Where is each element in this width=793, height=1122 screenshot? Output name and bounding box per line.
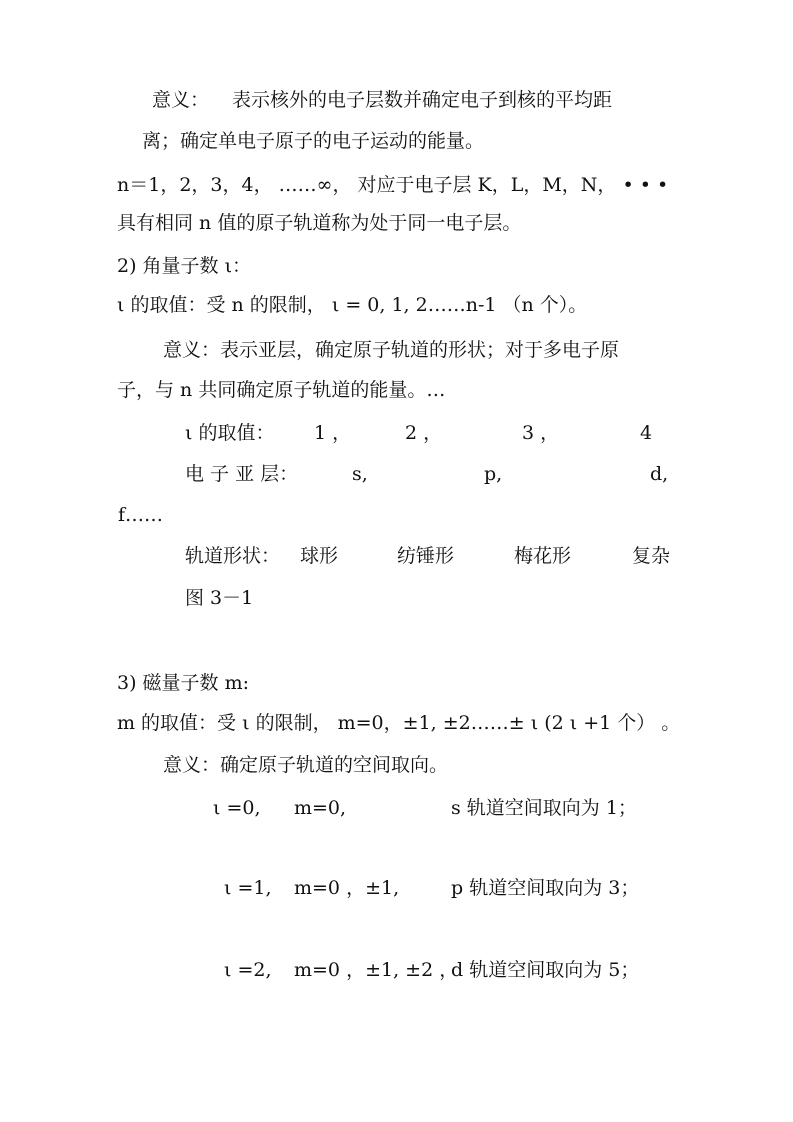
orientation-l: ι =0,	[213, 797, 261, 819]
text-line: 意义：	[152, 89, 210, 111]
shape: 纺锤形	[397, 545, 455, 567]
orientation-desc: d 轨道空间取向为 5；	[451, 959, 640, 981]
subshell-label: 电 子 亚 层：	[185, 463, 299, 485]
text-line: 具有相同 n 值的原子轨道称为处于同一电子层。	[117, 212, 522, 234]
subshell: p,	[484, 463, 503, 485]
orientation-m: m=0,	[294, 797, 347, 819]
subshell: d,	[650, 463, 669, 485]
l-value: 2 ，	[405, 422, 443, 444]
orientation-l: ι =1,	[224, 877, 272, 899]
shape: 梅花形	[514, 545, 572, 567]
orientation-m: m=0 ，±1,	[294, 877, 400, 899]
text-line: ι 的取值：受 n 的限制， ι = 0, 1, 2……n-1 （n 个）。	[117, 294, 588, 316]
shape: 球形	[300, 545, 339, 567]
shape-label: 轨道形状：	[185, 545, 281, 567]
subshell: s,	[352, 463, 368, 485]
text-line: m 的取值：受 ι 的限制， m=0，±1, ±2……± ι (2 ι +1 个） 。	[117, 712, 681, 734]
shape: 复杂	[632, 545, 671, 567]
orientation-desc: p 轨道空间取向为 3；	[451, 877, 640, 899]
text-line: 意义：确定原子轨道的空间取向。	[163, 754, 449, 776]
l-value: 4	[640, 422, 653, 444]
text-line: n＝1，2，3，4， ……∞， 对应于电子层 K，L，M，N， • • •	[117, 174, 669, 196]
figure-caption: 图 3－1	[185, 587, 254, 609]
l-value: 1 ，	[314, 422, 352, 444]
l-values-label: ι 的取值：	[185, 422, 275, 444]
orientation-m: m=0 ，±1, ±2 ，	[294, 959, 459, 981]
orientation-l: ι =2,	[224, 959, 272, 981]
subshell: f……	[118, 504, 164, 526]
text-line: 表示核外的电子层数并确定电子到核的平均距	[232, 89, 613, 111]
text-line: 意义：表示亚层，确定原子轨道的形状；对于多电子原	[163, 339, 620, 361]
section-heading: 2) 角量子数 ι：	[117, 255, 252, 277]
l-value: 3 ，	[522, 422, 560, 444]
orientation-desc: s 轨道空间取向为 1；	[451, 797, 637, 819]
section-heading: 3) 磁量子数 m:	[117, 672, 249, 694]
text-line: 子，与 n 共同确定原子轨道的能量。…	[117, 379, 446, 401]
text-line: 离；确定单电子原子的电子运动的能量。	[142, 130, 485, 152]
